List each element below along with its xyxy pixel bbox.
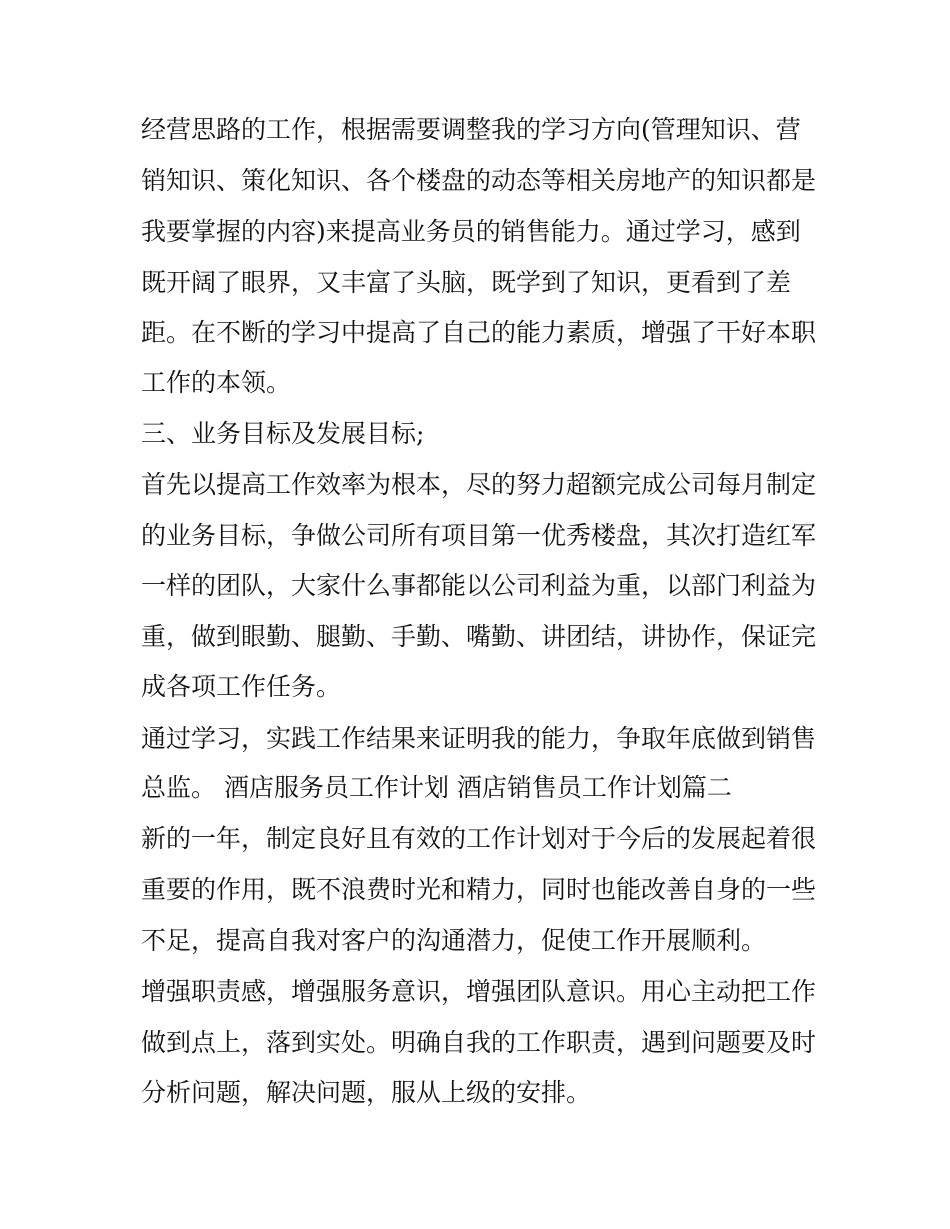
text-line: 做到点上，落到实处。明确自我的工作职责，遇到问题要及时 <box>141 1028 817 1057</box>
text-line: 成各项工作任务。 <box>141 672 342 701</box>
text-line: 分析问题，解决问题，服从上级的安排。 <box>141 1078 592 1107</box>
text-line: 重要的作用，既不浪费时光和精力，同时也能改善自身的一些 <box>141 875 817 904</box>
text-line: 的业务目标，争做公司所有项目第一优秀楼盘，其次打造红军 <box>141 521 817 550</box>
text-line: 增强职责感，增强服务意识，增强团队意识。用心主动把工作 <box>141 977 817 1006</box>
text-line: 总监。 酒店服务员工作计划 酒店销售员工作计划篇二 <box>141 773 732 802</box>
text-line: 新的一年，制定良好且有效的工作计划对于今后的发展起着很 <box>141 824 817 853</box>
text-line: 工作的本领。 <box>141 368 292 397</box>
text-line: 首先以提高工作效率为根本，尽的努力超额完成公司每月制定 <box>141 470 817 499</box>
text-line: 重，做到眼勤、腿勤、手勤、嘴勤、讲团结，讲协作，保证完 <box>141 622 817 651</box>
text-line: 我要掌握的内容)来提高业务员的销售能力。通过学习，感到 <box>141 217 801 246</box>
section-heading: 三、业务目标及发展目标; <box>141 419 425 448</box>
text-line: 经营思路的工作，根据需要调整我的学习方向(管理知识、营 <box>141 115 801 144</box>
text-line: 不足，提高自我对客户的沟通潜力，促使工作开展顺利。 <box>141 926 767 955</box>
text-line: 通过学习，实践工作结果来证明我的能力，争取年底做到销售 <box>141 724 817 753</box>
text-line: 既开阔了眼界，又丰富了头脑，既学到了知识，更看到了差 <box>141 268 792 297</box>
text-line: 距。在不断的学习中提高了自己的能力素质，增强了干好本职 <box>141 318 817 347</box>
text-line: 一样的团队，大家什么事都能以公司利益为重，以部门利益为 <box>141 571 817 600</box>
text-line: 销知识、策化知识、各个楼盘的动态等相关房地产的知识都是 <box>141 166 817 195</box>
